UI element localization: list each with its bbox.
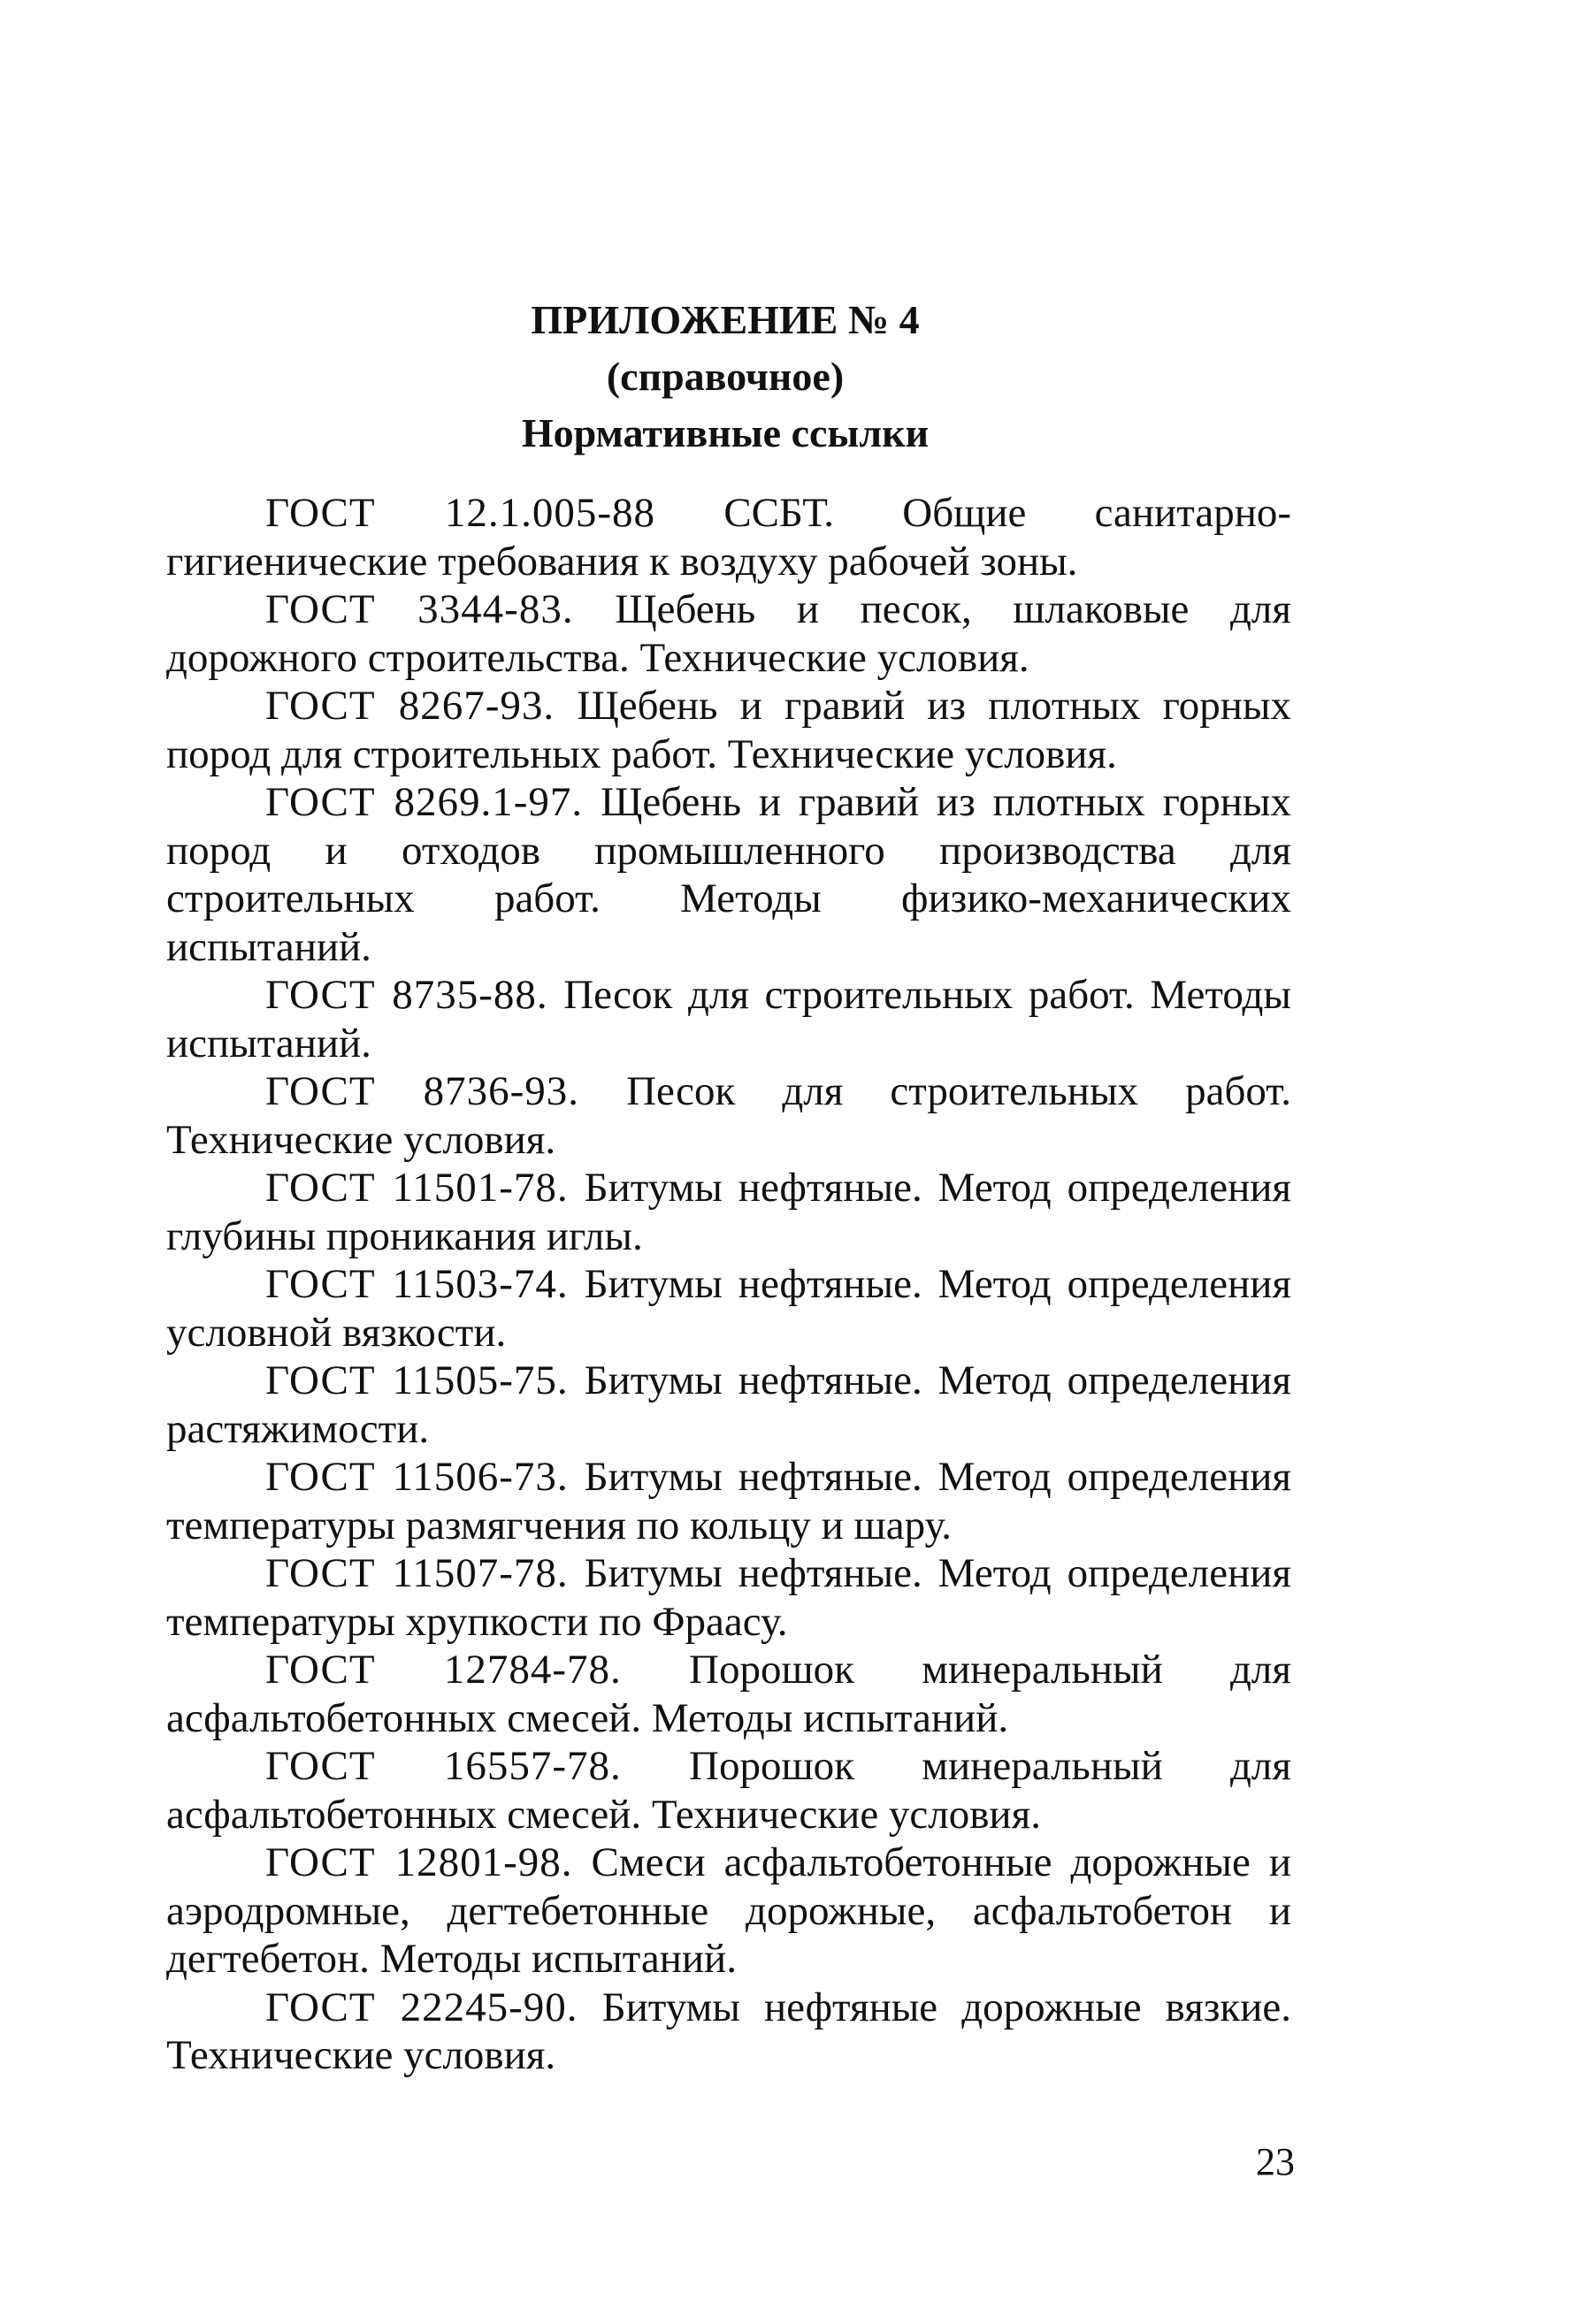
- appendix-type: (справочное): [606, 354, 845, 399]
- standard-title: Битумы нефтяные. Метод определения растяжимости.: [166, 1357, 1291, 1452]
- standard-title: Щебень и песок, шлаковые для дорожного строительства. Технические условия.: [166, 586, 1291, 681]
- reference-item: [166, 585, 1291, 682]
- standard-title: Битумы нефтяные. Метод определения температуры хрупкости по Фраасу.: [166, 1550, 1291, 1645]
- reference-item: [166, 1357, 1291, 1453]
- standard-title: Битумы нефтяные. Метод определения глубины проникания иглы.: [166, 1165, 1291, 1259]
- standard-code: ГОСТ 22245-90.: [265, 1984, 578, 2030]
- standard-title: Щебень и гравий из плотных горных пород и отходов промышленного производства для строительных работ. Методы физико-механических испытаний.: [166, 779, 1291, 970]
- normative-references-list: [166, 489, 1291, 2080]
- standard-code: ГОСТ 12801-98.: [265, 1839, 573, 1885]
- standard-title: Песок для строительных работ. Методы испытаний.: [166, 972, 1291, 1066]
- standard-code: ГОСТ 16557-78.: [265, 1743, 622, 1789]
- standard-title: Битумы нефтяные. Метод определения условной вязкости.: [166, 1261, 1291, 1356]
- standard-title: Щебень и гравий из плотных горных пород для строительных работ. Технические условия.: [166, 683, 1291, 777]
- reference-item: [166, 1646, 1291, 1742]
- reference-item: [166, 489, 1291, 585]
- standard-code: ГОСТ 8267-93.: [265, 683, 555, 729]
- standard-code: ГОСТ 8735-88.: [265, 972, 548, 1018]
- page-number: 23: [1256, 2140, 1295, 2183]
- standard-code: ГОСТ 11506-73.: [265, 1454, 569, 1500]
- reference-item: [166, 1742, 1291, 1839]
- reference-item: [166, 1839, 1291, 1984]
- reference-item: [166, 682, 1291, 778]
- standard-title: Смеси асфальтобетонные дорожные и аэродромные, дегтебетонные дорожные, асфальтобетон и дегтебетон. Методы испытаний.: [166, 1839, 1291, 1982]
- standard-code: ГОСТ 11503-74.: [265, 1261, 569, 1307]
- standard-code: ГОСТ 8736-93.: [265, 1068, 580, 1114]
- reference-item: [166, 1984, 1291, 2080]
- reference-item: [166, 1260, 1291, 1357]
- reference-item: [166, 971, 1291, 1067]
- reference-item: [166, 1549, 1291, 1646]
- reference-item: [166, 778, 1291, 971]
- standard-title: Битумы нефтяные дорожные вязкие. Технические условия.: [166, 1984, 1291, 2078]
- standard-title: Битумы нефтяные. Метод определения температуры размягчения по кольцу и шару.: [166, 1454, 1291, 1548]
- standard-title: Порошок минеральный для асфальтобетонных смесей. Методы испытаний.: [166, 1647, 1292, 1741]
- reference-item: [166, 1453, 1291, 1549]
- reference-item: [166, 1164, 1291, 1260]
- standard-title: Порошок минеральный для асфальтобетонных смесей. Технические условия.: [166, 1743, 1292, 1838]
- standard-code: ГОСТ 12.1.005-88: [265, 490, 655, 536]
- reference-item: [166, 1067, 1291, 1164]
- standard-code: ГОСТ 11505-75.: [265, 1357, 569, 1403]
- standard-code: ГОСТ 11501-78.: [265, 1165, 569, 1211]
- appendix-heading: [0, 292, 1450, 462]
- standard-code: ГОСТ 3344-83.: [265, 586, 574, 632]
- standard-code: ГОСТ 8269.1-97.: [265, 779, 584, 825]
- section-title: Нормативные ссылки: [521, 410, 930, 455]
- standard-title: ССБТ. Общие санитарно-гигиенические требования к воздуху рабочей зоны.: [166, 490, 1291, 585]
- standard-code: ГОСТ 11507-78.: [265, 1550, 569, 1596]
- standard-title: Песок для строительных работ. Технические условия.: [166, 1068, 1291, 1163]
- appendix-title: ПРИЛОЖЕНИЕ № 4: [531, 297, 920, 342]
- standard-code: ГОСТ 12784-78.: [265, 1647, 622, 1693]
